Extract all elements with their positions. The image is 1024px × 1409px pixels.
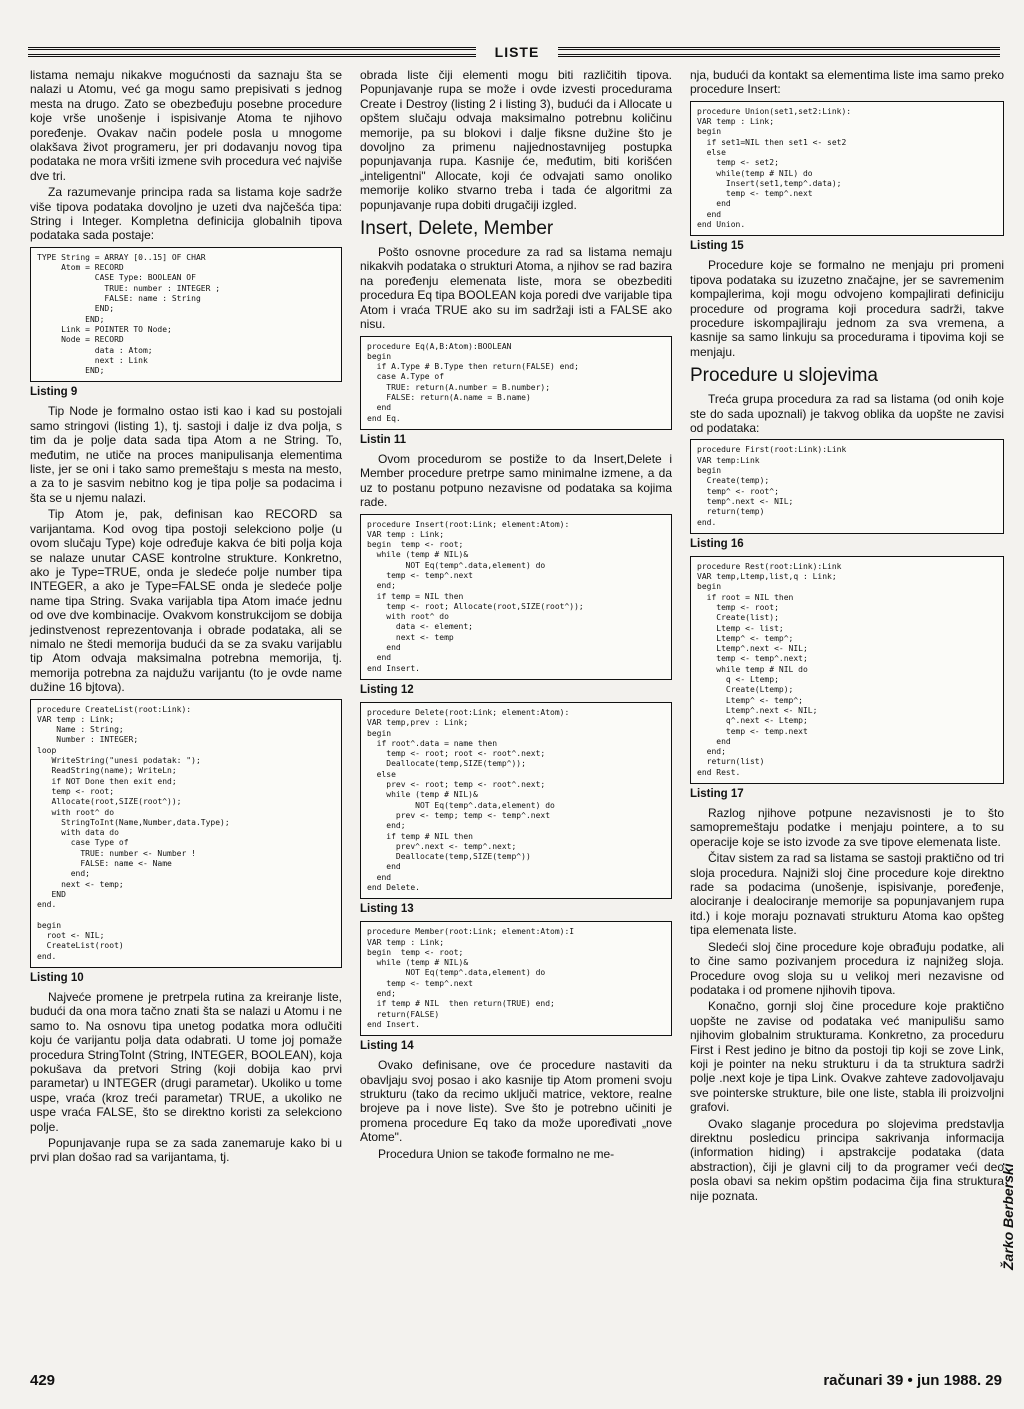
- paragraph: obrada liste čiji elementi mogu biti različitih tipova. Popunjavanje rupa se može i ovde izvesti procedurama Create i Destroy (listing 2 i listing 3), budući da i Allocate u opštem slučaju odvaja maksimalno potrebnu količinu memorije, pa su blokovi i dalje fiksne dužine što je dovoljno za primenu najjednostavnijeg postupka popunjavanja rupa. Kasnije će, međutim, biti korišćen „inteligentni" Allocate, koji će odvajati samo onoliko memorije koliko stvarno treba i tada će algoritmi za popunjavanje rupa dobiti drugačiji izgled.: [360, 68, 672, 212]
- listing-caption: Listing 14: [360, 1040, 414, 1053]
- page-number-left: 429: [30, 1372, 56, 1389]
- section-heading: Procedure u slojevima: [690, 365, 878, 387]
- code-listing-17: procedure Rest(root:Link):Link VAR temp,Ltemp,list,q : Link; begin if root = NIL then temp <- root; Create(list); Ltemp <- list; Ltemp^ <- temp^; Ltemp^.next <- NIL; temp <- temp^.next; while temp # NIL do q <- Ltemp; Create(Ltemp); Ltemp^ <- temp^; Ltemp^.next <- NIL; q^.next <- Ltemp; temp <- temp.next end end; return(list) end Rest.: [690, 556, 1004, 784]
- listing-caption: Listing 17: [690, 788, 744, 801]
- magazine-footer: računari 39 • jun 1988. 29: [823, 1372, 1002, 1389]
- listing-caption: Listing 16: [690, 537, 744, 550]
- paragraph: Razlog njihove potpune nezavisnosti je to što samopremeštaju podatke i menjaju pointere, a to su operacije koje se isto izvode za sve tipove elemenata liste.: [690, 806, 1004, 849]
- section-header: [28, 44, 1000, 62]
- code-listing-12: procedure Insert(root:Link; element:Atom): VAR temp : Link; begin temp <- root; while (temp # NIL)& NOT Eq(temp^.data,element) do temp <- temp^.next end; if temp = NIL then temp <- root; Allocate(root,SIZE(root^)); with root^ do data <- element; next <- temp end end end Insert.: [360, 514, 672, 680]
- paragraph: Procedura Union se takođe formalno ne me-: [378, 1146, 615, 1161]
- paragraph: Ovom procedurom se postiže to da Insert,Delete i Member procedure pretrpe samo minimalne izmene, a da uz to postanu potpuno nezavisne od podataka sa kojima rade.: [360, 451, 672, 510]
- author-signature: Žarko Berberski: [1000, 1163, 1016, 1270]
- listing-caption: Listing 13: [360, 903, 414, 916]
- code-listing-13: procedure Delete(root:Link; element:Atom): VAR temp,prev : Link; begin if root^.data = name then temp <- root; root <- root^.next; Deallocate(temp,SIZE(temp^)); else prev <- root; temp <- root^.next; while (temp # NIL)& NOT Eq(temp^.data,element) do prev <- temp; temp <- temp^.next end; if temp # NIL then prev^.next <- temp^.next; Deallocate(temp,SIZE(temp^)) end end end Delete.: [360, 702, 672, 899]
- section-title: LISTE: [494, 44, 540, 60]
- code-listing-11: procedure Eq(A,B:Atom):BOOLEAN begin if A.Type # B.Type then return(FALSE) end; case A.Type of TRUE: return(A.number = B.number); FALSE: return(A.name = B.name) end end Eq.: [360, 336, 672, 430]
- paragraph: Tip Atom je, pak, definisan kao RECORD sa varijantama. Kod ovog tipa postoji selekciono polje (u ovom slučaju Type) koje određuje kakva će biti polja koja se nalaze unutar CASE kontrolne strukture. Konkretno, ako je Type=TRUE, onda je sledeće polje number tipa INTEGER, a ako je Type=FALSE onda je sledeće polje name tipa String. Svaka varijabla tipa Atom imaće jednu od ove dve kombinacije. Ovakvom konstrukcijom se dobija jedinstvenost reprezentovanja i obrade podataka, ali se nimalo ne štedi memorija budući da se za svaku varijablu tip Atom odvaja maksimalna potrebna memorija, tj. memorija potrebna za najdužu varijantu (to je ovde name dužine 16 bjtova).: [30, 507, 342, 695]
- code-listing-9: TYPE String = ARRAY [0..15] OF CHAR Atom = RECORD CASE Type: BOOLEAN OF TRUE: number : INTEGER ; FALSE: name : String END; END; Link = POINTER TO Node; Node = RECORD data : Atom; next : Link END;: [30, 247, 342, 383]
- code-listing-10: procedure CreateList(root:Link): VAR temp : Link; Name : String; Number : INTEGER; loop WriteString("unesi podatak: "); ReadString(name); WriteLn; if NOT Done then exit end; temp <- root; Allocate(root,SIZE(root^)); with root^ do StringToInt(Name,Number,data.Type); with data do case Type of TRUE: number <- Number ! FALSE: name <- Name end; next <- temp; END end. begin root <- NIL; CreateList(root) end.: [30, 699, 342, 968]
- column-3: [690, 68, 1004, 1205]
- paragraph: Sledeći sloj čine procedure koje obrađuju podatke, ali to čine samo pozivanjem procedura iz najnižeg sloja. Procedure ovog sloja su u velikoj meri nezavisne od podataka i od promene njihovih tipova.: [690, 939, 1004, 997]
- paragraph: Treća grupa procedura za rad sa listama (od onih koje ste do sada upoznali) je takvog oblika da uopšte ne zavisi od podataka:: [690, 392, 1004, 436]
- paragraph: listama nemaju nikakve mogućnosti da saznaju šta se nalazi u Atomu, već ga mogu samo prepisivati s jednog mesta na drugo. Zato se obezbeđuju posebne procedure koje vrše unošenje i ispisivanje Atoma te njihovo poređenje. Ovakav način podele posla u mnogome olakšava život programeru, jer pri dodavanju novog tipa podataka ne mora vršiti izmene svih procedura već najviše dve tri.: [30, 68, 342, 183]
- paragraph: Procedure koje se formalno ne menjaju pri promeni tipova podataka su izuzetno značajne, jer se savremenim kompajlerima, koji mogu odvojeno kompajlirati definiciju procedure od programa koji procedura sadrži, takve procedure iskompajliraju jednom za sva vremena, a kasnije sa samo linkuju sa procedurama i tipovima koji se menjaju.: [690, 258, 1004, 359]
- code-listing-15: procedure Union(set1,set2:Link): VAR temp : Link; begin if set1=NIL then set1 <- set2 else temp <- set2; while(temp # NIL) do Insert(set1,temp^.data); temp <- temp^.next end end end Union.: [690, 101, 1004, 237]
- listing-caption: Listin 11: [360, 433, 407, 446]
- paragraph: Konačno, gornji sloj čine procedure koje praktično uopšte ne zavise od podataka već manipulišu samo njihovim globalnim strukturama. Konkretno, za proceduru First i Rest jedino je bitno da postoji tip koji se zove Link, koji je pointer na neku strukturu i da ta struktura sadrži polje .next koje je tipa Link. Ovakve zahteve zadovoljavaju sve pointerske strukture, bile one liste, stabla ili proizvoljni grafovi.: [690, 999, 1004, 1115]
- listing-caption: Listing 12: [360, 683, 414, 696]
- paragraph: Tip Node je formalno ostao isti kao i kad su postojali samo stringovi (listing 1), tj. sastoji i dalje iz dva polja, s tim da je polje data sada tipa Atom a ne String. To, međutim, ne utiče na proces manipulisanja elementima liste, jer se oni i tako samo premeštaju s mesta na mesto, a za to je sasvim nebitno kog je tipa polje sa podacima i šta se u njemu nalazi.: [30, 404, 342, 505]
- paragraph: Ovako slaganje procedura po slojevima predstavlja direktnu posledicu principa sakrivanja informacija (information hiding) i apstrakcije podataka (data abstraction), čiji je glavni cilj to da programer veći deo posla obavi sa nekim opštim podacima čija fina struktura nije poznata.: [690, 1116, 1004, 1203]
- header-rule-left: [28, 47, 476, 57]
- code-listing-16: procedure First(root:Link):Link VAR temp:Link begin Create(temp); temp^ <- root^; temp^.next <- NIL; return(temp) end.: [690, 439, 1004, 533]
- listing-caption: Listing 10: [30, 971, 84, 984]
- listing-caption: Listing 15: [690, 240, 744, 253]
- paragraph: Ovako definisane, ove će procedure nastaviti da obavljaju svoj posao i ako kasnije tip Atom promeni svoju strukturu (tako da recimo uključi matrice, vektore, realne brojeve pa i nove liste). Sve što je potrebno učiniti je promena procedure Eq tako da može upoređivati „nove Atome".: [360, 1058, 672, 1145]
- code-listing-14: procedure Member(root:Link; element:Atom):I VAR temp : Link; begin temp <- root; while (temp # NIL)& NOT Eq(temp^.data,element) do temp <- temp^.next end; if temp # NIL then return(TRUE) end; return(FALSE) end Insert.: [360, 921, 672, 1036]
- paragraph: Čitav sistem za rad sa listama se sastoji praktično od tri sloja procedura. Najniži sloj čine procedure koje direktno rade sa podacima (unošenje, ispisivanje, poređenje, alociranje i dealociranje memorije sa popunjavanjem rupa itd.) i koje moraju poznavati strukturu Atoma kao opšteg tipa elemenata liste.: [690, 851, 1004, 938]
- header-rule-right: [558, 47, 1000, 57]
- column-1: [30, 68, 342, 1167]
- paragraph: Popunjavanje rupa se za sada zanemaruje kako bi u prvi plan došao rad sa varijantama, tj.: [30, 1136, 342, 1165]
- paragraph: Najveće promene je pretrpela rutina za kreiranje liste, budući da ona mora tačno znati šta se nalazi u Atomu i ne samo to. Na osnovu tipa unetog podatka mora odlučiti koju će varijantu polja data odabrati. U tome joj pomaže procedura StringToInt (String, INTEGER, BOOLEAN), koja pokušava da pretvori String (koji dobija kao prvi parametar) u INTEGER (drugi parametar). Ukoliko u tome uspe, vraća (kroz treći parametar) TRUE, a ukoliko ne uspe vraća FALSE, što se direktno koristi za selekciono polje.: [30, 989, 342, 1134]
- paragraph: Za razumevanje principa rada sa listama koje sadrže više tipova podataka dovoljno je uzeti dva najčešća tipa: String i Integer. Kompletna definicija globalnih tipova podataka sada postaje:: [30, 185, 342, 243]
- paragraph: Pošto osnovne procedure za rad sa listama nemaju nikakvih podataka o strukturi Atoma, a njihov se rad bazira na poređenju elemenata liste, mora se obezbediti procedura Eq tipa BOOLEAN koja poredi dve varijable tipa Atom i vraća TRUE ako su im sadržaji isti a FALSE ako nisu.: [360, 245, 672, 332]
- column-2: [360, 68, 672, 1163]
- paragraph: nja, budući da kontakt sa elementima liste ima samo preko procedure Insert:: [690, 68, 1004, 97]
- section-heading: Insert, Delete, Member: [360, 218, 554, 240]
- listing-caption: Listing 9: [30, 386, 78, 399]
